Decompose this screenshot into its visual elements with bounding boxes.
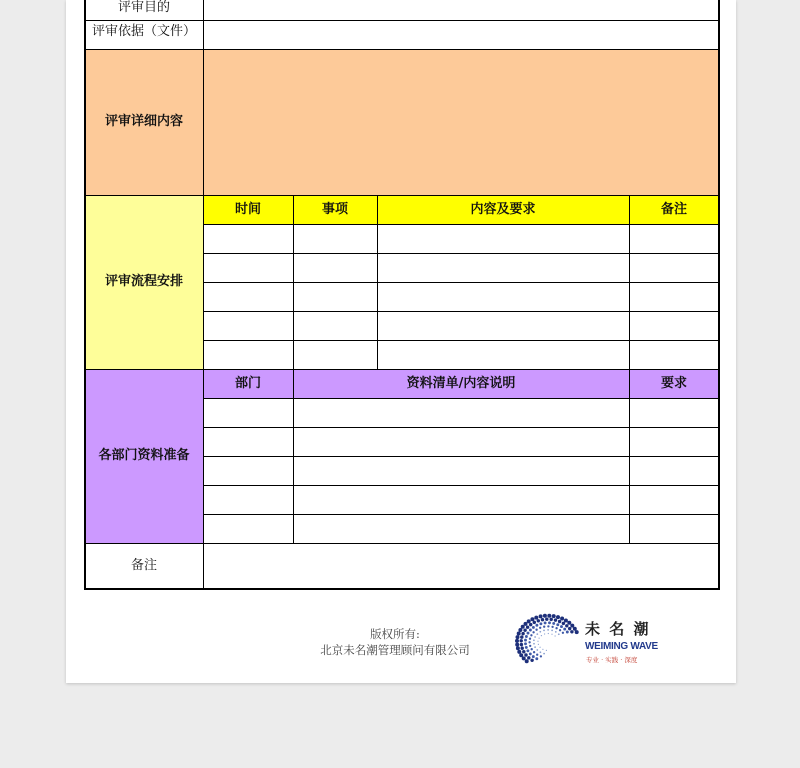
company-name: 北京未名潮管理顾问有限公司 — [320, 643, 470, 657]
flow-table-cell[interactable] — [378, 254, 628, 281]
flow-table-cell[interactable] — [378, 283, 628, 310]
flow-table-cell[interactable] — [294, 254, 376, 281]
table-border-left — [84, 0, 86, 590]
row-line — [85, 20, 719, 21]
flow-header-item: 事项 — [321, 201, 348, 217]
dept-table-cell[interactable] — [630, 399, 718, 426]
flow-table-cell[interactable] — [378, 341, 628, 368]
dept-table-cell[interactable] — [630, 428, 718, 455]
flow-table-cell[interactable] — [204, 283, 292, 310]
logo-tagline: 专业 · 实践 · 深度 — [586, 656, 638, 664]
detail-label: 评审详细内容 — [104, 114, 183, 130]
dept-table-cell[interactable] — [630, 486, 718, 513]
dept-table-cell[interactable] — [294, 486, 628, 513]
row-line — [85, 49, 719, 50]
detail-value-cell[interactable] — [204, 50, 718, 194]
dept-table-cell[interactable] — [204, 428, 292, 455]
flow-table-cell[interactable] — [378, 312, 628, 339]
purpose-label: 评审目的 — [117, 0, 170, 16]
flow-header-content: 内容及要求 — [470, 201, 536, 217]
flow-table-cell[interactable] — [630, 341, 718, 368]
dept-table-cell[interactable] — [294, 457, 628, 484]
flow-row-line — [203, 369, 719, 370]
flow-table-cell[interactable] — [204, 341, 292, 368]
flow-table-cell[interactable] — [630, 312, 718, 339]
logo-english-name: WEIMING WAVE — [585, 641, 658, 652]
wave-swirl-icon — [508, 612, 580, 670]
flow-table-cell[interactable] — [630, 283, 718, 310]
flow-table-cell[interactable] — [204, 254, 292, 281]
weiming-wave-logo — [508, 612, 668, 670]
flow-table-cell[interactable] — [204, 225, 292, 252]
remark-value-cell[interactable] — [204, 544, 718, 588]
dept-header-requirement: 要求 — [660, 375, 687, 391]
dept-table-cell[interactable] — [630, 457, 718, 484]
dept-table-cell[interactable] — [204, 399, 292, 426]
flow-table-cell[interactable] — [294, 312, 376, 339]
flow-table-cell[interactable] — [378, 225, 628, 252]
flow-header-time: 时间 — [234, 201, 261, 217]
table-border-bottom — [84, 588, 720, 590]
row-line — [85, 195, 719, 196]
flow-table-cell[interactable] — [294, 225, 376, 252]
dept-header-materials: 资料清单/内容说明 — [406, 375, 516, 391]
dept-table-cell[interactable] — [294, 515, 628, 542]
dept-table-cell[interactable] — [630, 515, 718, 542]
flow-table-cell[interactable] — [294, 341, 376, 368]
flow-table-cell[interactable] — [630, 225, 718, 252]
flow-table-cell[interactable] — [630, 254, 718, 281]
dept-table-cell[interactable] — [294, 399, 628, 426]
purpose-value-cell[interactable] — [204, 0, 718, 20]
basis-value-cell[interactable] — [204, 21, 718, 48]
dept-header-dept: 部门 — [234, 375, 261, 391]
dept-table-cell[interactable] — [204, 515, 292, 542]
dept-table-cell[interactable] — [204, 486, 292, 513]
logo-chinese-name: 未 名 潮 — [585, 620, 651, 638]
dept-table-cell[interactable] — [204, 457, 292, 484]
dept-table-cell[interactable] — [294, 428, 628, 455]
basis-label: 评审依据（文件） — [92, 24, 196, 39]
remark-label: 备注 — [130, 558, 157, 574]
flow-table-cell[interactable] — [294, 283, 376, 310]
table-border-right — [718, 0, 720, 590]
flow-table-cell[interactable] — [204, 312, 292, 339]
dept-label: 各部门资料准备 — [98, 448, 190, 464]
flow-header-remark: 备注 — [660, 201, 687, 217]
flow-label: 评审流程安排 — [104, 274, 183, 290]
dept-row-line — [203, 543, 719, 544]
copyright-label: 版权所有: — [370, 627, 420, 641]
